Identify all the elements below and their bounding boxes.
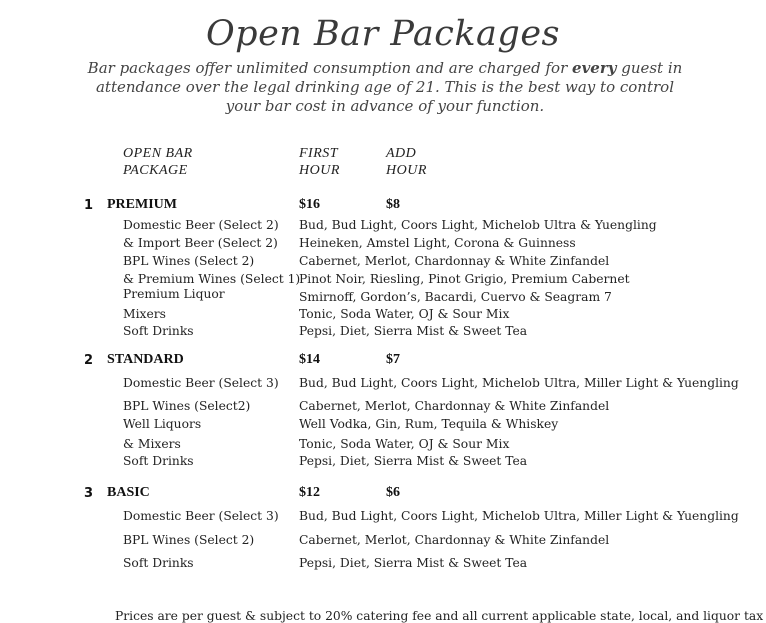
package-number: 2 bbox=[84, 353, 94, 368]
package-name: BASIC bbox=[107, 485, 150, 500]
footer-note: Prices are per guest & subject to 20% catering fee and all current applicable state, local, and liquor tax bbox=[115, 609, 764, 623]
item-value: Pepsi, Diet, Sierra Mist & Sweet Tea bbox=[299, 556, 528, 570]
intro-paragraph bbox=[80, 59, 690, 116]
intro-text-before: Bar packages offer unlimited consumption and are charged for bbox=[87, 59, 573, 77]
add-hour-price: $8 bbox=[386, 197, 400, 212]
item-label: & Import Beer (Select 2) bbox=[123, 236, 278, 250]
item-value: Cabernet, Merlot, Chardonnay & White Zinfandel bbox=[299, 399, 610, 413]
item-value: Bud, Bud Light, Coors Light, Michelob Ultra, Miller Light & Yuengling bbox=[299, 509, 739, 523]
item-label: BPL Wines (Select2) bbox=[123, 399, 251, 413]
item-label: Premium Liquor bbox=[123, 287, 225, 301]
package-name: PREMIUM bbox=[107, 197, 177, 212]
item-label: BPL Wines (Select 2) bbox=[123, 254, 255, 268]
item-value: Tonic, Soda Water, OJ & Sour Mix bbox=[299, 307, 510, 321]
item-label: Domestic Beer (Select 3) bbox=[123, 376, 279, 390]
item-label: Domestic Beer (Select 3) bbox=[123, 509, 279, 523]
header-first-hour bbox=[299, 145, 340, 179]
item-label: BPL Wines (Select 2) bbox=[123, 533, 255, 547]
item-value: Smirnoff, Gordon’s, Bacardi, Cuervo & Seagram 7 bbox=[299, 290, 612, 304]
item-value: Pepsi, Diet, Sierra Mist & Sweet Tea bbox=[299, 324, 528, 338]
item-label: & Mixers bbox=[123, 437, 181, 451]
item-value: Bud, Bud Light, Coors Light, Michelob Ultra, Miller Light & Yuengling bbox=[299, 376, 739, 390]
item-value: Cabernet, Merlot, Chardonnay & White Zinfandel bbox=[299, 254, 610, 268]
item-label: Soft Drinks bbox=[123, 454, 194, 468]
header-package bbox=[123, 145, 193, 179]
add-hour-price: $6 bbox=[386, 485, 400, 500]
header-first-line2: HOUR bbox=[299, 163, 340, 178]
first-hour-price: $14 bbox=[299, 352, 320, 367]
item-value: Cabernet, Merlot, Chardonnay & White Zinfandel bbox=[299, 533, 610, 547]
package-number: 1 bbox=[84, 198, 94, 213]
item-value: Bud, Bud Light, Coors Light, Michelob Ultra & Yuengling bbox=[299, 218, 657, 232]
item-label: Well Liquors bbox=[123, 417, 202, 431]
item-value: Tonic, Soda Water, OJ & Sour Mix bbox=[299, 437, 510, 451]
header-add-line2: HOUR bbox=[386, 163, 427, 178]
header-package-line1: OPEN BAR bbox=[123, 146, 193, 161]
item-value: Pinot Noir, Riesling, Pinot Grigio, Premium Cabernet bbox=[299, 272, 630, 286]
page-title: Open Bar Packages bbox=[205, 14, 561, 54]
item-label: Domestic Beer (Select 2) bbox=[123, 218, 279, 232]
intro-emphasis: every bbox=[572, 59, 617, 77]
item-value: Pepsi, Diet, Sierra Mist & Sweet Tea bbox=[299, 454, 528, 468]
package-name: STANDARD bbox=[107, 352, 184, 367]
item-label: Mixers bbox=[123, 307, 166, 321]
header-add-hour bbox=[386, 145, 427, 179]
header-add-line1: ADD bbox=[386, 146, 417, 161]
item-label: & Premium Wines (Select 1) bbox=[123, 272, 301, 286]
first-hour-price: $12 bbox=[299, 485, 320, 500]
header-first-line1: FIRST bbox=[299, 146, 339, 161]
add-hour-price: $7 bbox=[386, 352, 400, 367]
intro-text-after: guest in attendance over the legal drinking age of 21. This is the best way to control your bar cost in advance of your function. bbox=[95, 59, 683, 115]
item-label: Soft Drinks bbox=[123, 556, 194, 570]
first-hour-price: $16 bbox=[299, 197, 320, 212]
item-value: Heineken, Amstel Light, Corona & Guinness bbox=[299, 236, 576, 250]
item-value: Well Vodka, Gin, Rum, Tequila & Whiskey bbox=[299, 417, 559, 431]
item-label: Soft Drinks bbox=[123, 324, 194, 338]
package-number: 3 bbox=[84, 486, 94, 501]
header-package-line2: PACKAGE bbox=[123, 163, 188, 178]
